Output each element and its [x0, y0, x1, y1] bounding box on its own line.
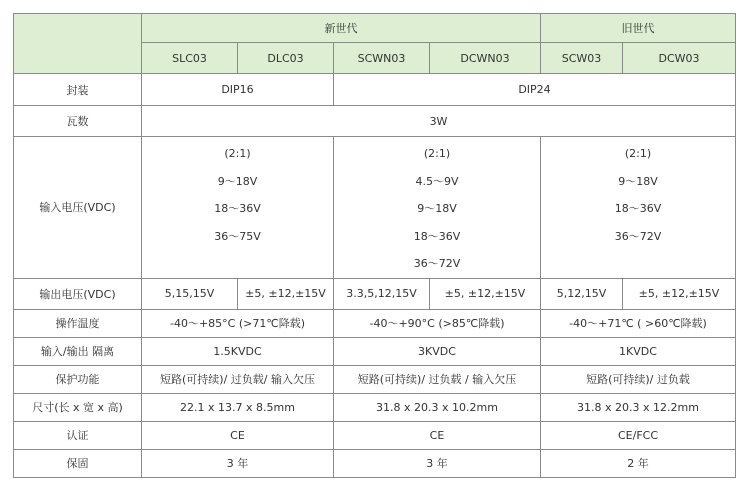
row-output-voltage [14, 278, 736, 309]
row-warranty [14, 449, 736, 477]
output-voltage-value: ±5, ±12,±15V [238, 278, 334, 309]
row-label: 保固 [14, 449, 142, 477]
certification-value: CE [142, 421, 334, 449]
model-header: SCW03 [541, 43, 623, 74]
output-voltage-value: 3.3,5,12,15V [334, 278, 430, 309]
size-value: 22.1 x 13.7 x 8.5mm [142, 393, 334, 421]
row-protection [14, 365, 736, 393]
input-voltage-line: (2:1) [624, 147, 652, 160]
warranty-value: 3 年 [334, 449, 541, 477]
row-label: 瓦数 [14, 106, 142, 137]
input-voltage-line: 18～36V [413, 229, 461, 243]
model-header: DCW03 [623, 43, 736, 74]
row-certification [14, 421, 736, 449]
protection-value: 短路(可持续)/ 过负载 / 输入欠压 [334, 365, 541, 393]
row-label: 输入/输出 隔离 [14, 337, 142, 365]
warranty-value: 3 年 [142, 449, 334, 477]
input-voltage-line: 18～36V [614, 202, 662, 215]
input-voltage-line: 4.5～9V [415, 174, 459, 188]
protection-value: 短路(可持续)/ 过负载/ 输入欠压 [142, 365, 334, 393]
certification-value: CE [334, 421, 541, 449]
row-label: 认证 [14, 421, 142, 449]
isolation-value: 1KVDC [541, 337, 736, 365]
row-label: 封装 [14, 74, 142, 106]
header-corner [14, 14, 142, 74]
row-label: 操作温度 [14, 309, 142, 337]
temperature-value: -40～+90°C (>85℃降载) [334, 309, 541, 337]
input-voltage-line: 9～18V [618, 174, 658, 188]
isolation-value: 3KVDC [334, 337, 541, 365]
temperature-value: -40～+85°C (>71℃降载) [142, 309, 334, 337]
input-voltage-cell [334, 137, 541, 279]
output-voltage-value: ±5, ±12,±15V [623, 278, 736, 309]
output-voltage-value: ±5, ±12,±15V [430, 278, 541, 309]
row-label: 输入电压(VDC) [14, 137, 142, 279]
certification-value: CE/FCC [541, 421, 736, 449]
input-voltage-line: (2:1) [224, 147, 251, 160]
isolation-value: 1.5KVDC [142, 337, 334, 365]
model-header: SCWN03 [334, 43, 430, 74]
input-voltage-line: 9～18V [217, 174, 258, 188]
row-watt [14, 106, 736, 137]
output-voltage-value: 5,12,15V [541, 278, 623, 309]
row-isolation [14, 337, 736, 365]
row-label: 尺寸(长 x 宽 x 高) [14, 393, 142, 421]
input-voltage-line: 18～36V [214, 202, 261, 215]
size-value: 31.8 x 20.3 x 10.2mm [334, 393, 541, 421]
package-value: DIP16 [142, 74, 334, 106]
model-header: DLC03 [238, 43, 334, 74]
row-label: 保护功能 [14, 365, 142, 393]
old-gen-header: 旧世代 [541, 14, 736, 43]
row-size [14, 393, 736, 421]
watt-value: 3W [142, 106, 736, 137]
header-row-generation [14, 14, 736, 43]
protection-value: 短路(可持续)/ 过负载 [541, 365, 736, 393]
row-temperature [14, 309, 736, 337]
input-voltage-cell [142, 137, 334, 279]
input-voltage-line: 9～18V [417, 202, 457, 215]
output-voltage-value: 5,15,15V [142, 278, 238, 309]
new-gen-header: 新世代 [142, 14, 541, 43]
package-value: DIP24 [334, 74, 736, 106]
input-voltage-line: 36～72V [614, 229, 662, 243]
model-header: SLC03 [142, 43, 238, 74]
input-voltage-line: 36～75V [214, 229, 261, 243]
input-voltage-line: (2:1) [423, 147, 451, 160]
input-voltage-cell [541, 137, 736, 279]
row-input-voltage [14, 137, 736, 279]
input-voltage-line: 36～72V [413, 257, 461, 270]
warranty-value: 2 年 [541, 449, 736, 477]
spec-comparison-table [13, 13, 736, 478]
row-label: 输出电压(VDC) [14, 278, 142, 309]
temperature-value: -40～+71℃ ( >60℃降载) [541, 309, 736, 337]
row-package [14, 74, 736, 106]
model-header: DCWN03 [430, 43, 541, 74]
size-value: 31.8 x 20.3 x 12.2mm [541, 393, 736, 421]
